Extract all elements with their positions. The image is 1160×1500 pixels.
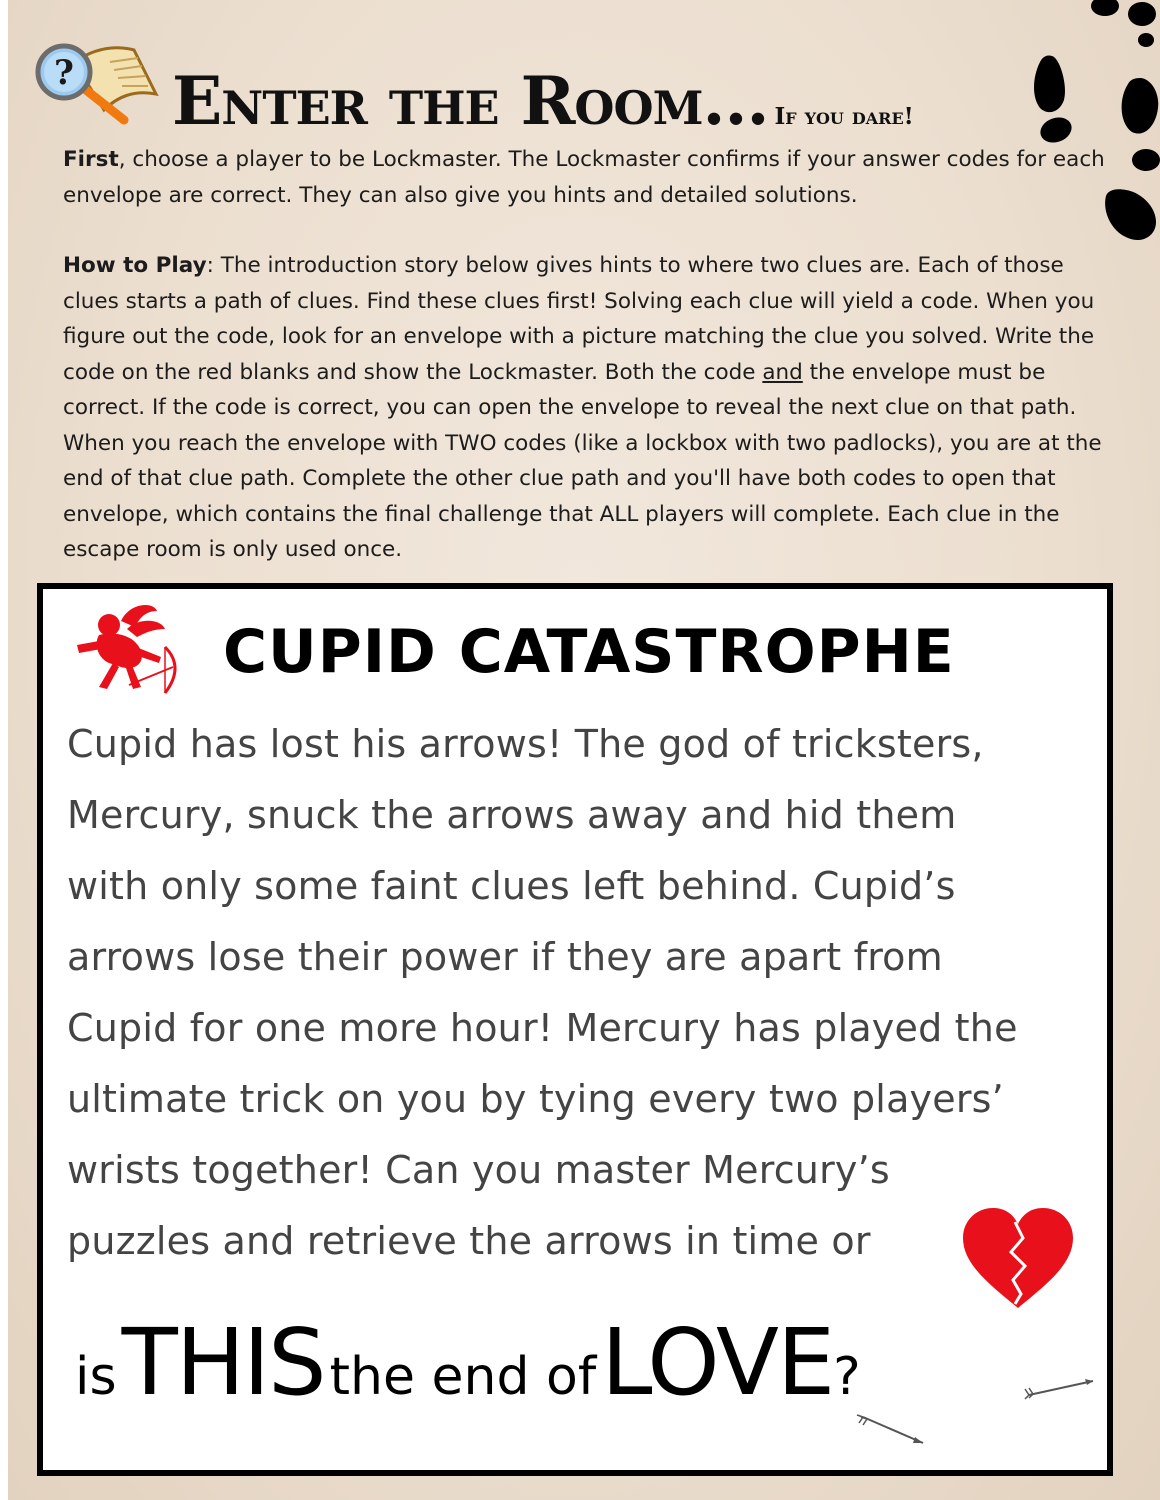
end-question-mark: ? [833,1347,861,1407]
end-is: is [75,1347,117,1407]
arrow-icon [855,1411,935,1451]
howto-and: and [762,359,803,385]
story-line: Cupid for one more hour! Mercury has played the [67,1006,1018,1050]
story-line: wrists together! Can you master Mercury’s [67,1148,890,1192]
end-love: LOVE [601,1309,834,1416]
story-text [67,709,1107,1277]
howto-text-b: the envelope must be correct. If the code is correct, you can open the envelope to reveal the next clue on that path. When you reach the envelope with TWO codes (like a lockbox with two padlocks), you are at the end of that clue path. Complete the other clue path and you'll have both codes to open that envelope, which contains the final challenge that ALL players will complete. Each clue in the escape room is only used once. [63,359,1102,562]
story-line: ultimate trick on you by tying every two players’ [67,1077,1004,1121]
footprints-icon [1010,0,1160,260]
story-box [37,583,1113,1476]
title-main: Enter the Room... [172,62,769,140]
story-line: Mercury, snuck the arrows away and hid them [67,793,957,837]
end-the-end-of: the end of [329,1347,597,1407]
story-line: with only some faint clues left behind. Cupid’s [67,864,956,908]
title-subtitle: If you dare! [774,103,914,130]
first-text: , choose a player to be Lockmaster. The Lockmaster confirms if your answer codes for each envelope are correct. They can also give you hints and detailed solutions. [63,147,1105,208]
howto-text-a: : The introduction story below gives hints to where two clues are. Each of those clues starts a path of clues. Find these clues first! Solving each clue will yield a code. When you figure out the code, look for an envelope with a picture matching the clue you solved. Write the code on the red blanks and show the Lockmaster. Both the code [63,253,1095,385]
svg-text:?: ? [54,53,74,93]
story-line: arrows lose their power if they are apart from [67,935,943,979]
end-line [75,1309,861,1416]
first-label: First [63,147,119,172]
end-this: THIS [121,1309,325,1416]
story-line: puzzles and retrieve the arrows in time or [67,1219,871,1263]
cupid-icon [69,601,189,701]
story-title: CUPID CATASTROPHE [223,617,955,687]
page-edge [0,0,8,1500]
page-title [172,62,914,140]
intro-first-paragraph [63,142,1123,213]
magnifier-book-icon [34,32,162,128]
howto-label: How to Play [63,253,207,278]
story-line: Cupid has lost his arrows! The god of tricksters, [67,722,984,766]
broken-heart-icon [959,1204,1077,1312]
intro-howto-paragraph [63,248,1123,568]
arrow-icon [1023,1373,1103,1403]
